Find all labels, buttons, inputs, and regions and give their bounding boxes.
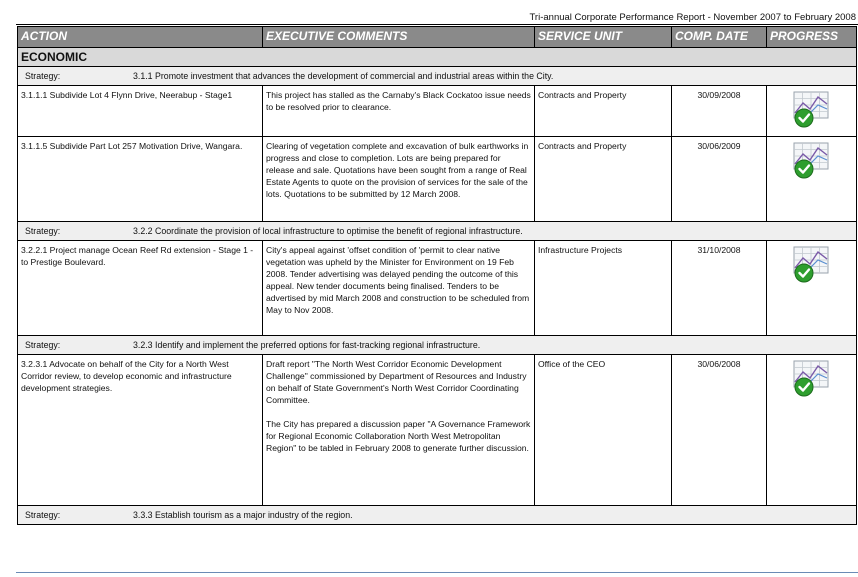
strategy-text: 3.3.3 Establish tourism as a major industry of the region. (133, 510, 353, 520)
table-row (18, 355, 857, 506)
strategy-row (18, 506, 857, 525)
chart-check-icon (790, 276, 834, 286)
progress-cell (767, 355, 857, 506)
service-unit-cell: Office of the CEO (535, 355, 672, 506)
action-cell: 3.1.1.1 Subdivide Lot 4 Flynn Drive, Neerabup - Stage1 (18, 86, 263, 137)
strategy-label: Strategy: (25, 71, 61, 81)
table-row (18, 241, 857, 336)
progress-cell (767, 137, 857, 222)
chart-check-icon (790, 172, 834, 182)
comment-cell (263, 355, 535, 506)
action-cell: 3.1.1.5 Subdivide Part Lot 257 Motivation Drive, Wangara. (18, 137, 263, 222)
comment-paragraph: The City has prepared a discussion paper "A Governance Framework for Regional Economic Collaboration North West Metropolitan Region" to be tabled in February 2008 to generate further discussion. (266, 419, 531, 453)
report-title: Tri-annual Corporate Performance Report - November 2007 to February 2008 (529, 12, 856, 23)
comment-cell: City's appeal against 'offset condition of 'permit to clear native vegetation was upheld by the Minister for Environment on 19 Feb 2008. Tender advertising was delayed pending the outcome of this appeal. New tender documents being finalised. Tenders to be advertised by mid March 2008 and construction to be scheduled from May to Nov 2008. (263, 241, 535, 336)
comment-paragraph: Draft report "The North West Corridor Economic Development Challenge" commissioned by Department of Resources and Industry on behalf of State Government's North West Corridor Coordinating Committee. (266, 359, 527, 405)
service-unit-cell: Contracts and Property (535, 86, 672, 137)
progress-cell (767, 241, 857, 336)
comp-date-cell: 30/06/2009 (672, 137, 767, 222)
performance-table (17, 26, 857, 525)
strategy-row (18, 67, 857, 86)
header-action: ACTION (18, 27, 263, 48)
top-rule (16, 24, 858, 25)
action-cell: 3.2.3.1 Advocate on behalf of the City for a North West Corridor review, to develop economic and infrastructure development strategies. (18, 355, 263, 506)
table-row (18, 137, 857, 222)
chart-check-icon (790, 390, 834, 400)
section-row (18, 48, 857, 67)
strategy-label: Strategy: (25, 226, 61, 236)
header-row (18, 27, 857, 48)
service-unit-cell: Contracts and Property (535, 137, 672, 222)
comp-date-cell: 30/06/2008 (672, 355, 767, 506)
chart-check-icon (790, 121, 834, 131)
comp-date-cell: 31/10/2008 (672, 241, 767, 336)
strategy-text: 3.2.3 Identify and implement the preferred options for fast-tracking regional infrastructure. (133, 340, 481, 350)
strategy-row (18, 222, 857, 241)
header-progress: PROGRESS (767, 27, 857, 48)
header-comp-date: COMP. DATE (672, 27, 767, 48)
service-unit-cell: Infrastructure Projects (535, 241, 672, 336)
strategy-text: 3.1.1 Promote investment that advances the development of commercial and industrial areas within the City. (133, 71, 554, 81)
strategy-text: 3.2.2 Coordinate the provision of local infrastructure to optimise the benefit of regional infrastructure. (133, 226, 523, 236)
strategy-row (18, 336, 857, 355)
comment-cell: This project has stalled as the Carnaby's Black Cockatoo issue needs to be resolved prior to clearance. (263, 86, 535, 137)
strategy-label: Strategy: (25, 510, 61, 520)
header-service-unit: SERVICE UNIT (535, 27, 672, 48)
action-cell: 3.2.2.1 Project manage Ocean Reef Rd extension - Stage 1 - to Prestige Boulevard. (18, 241, 263, 336)
bottom-rule (16, 572, 858, 573)
comp-date-cell: 30/09/2008 (672, 86, 767, 137)
comment-cell: Clearing of vegetation complete and excavation of bulk earthworks in progress and close to completion. Lots are being prepared for release and sale. Quotations have been sought from a range of Real Estate Agents to quote on the provision of services for the sale of the lots. Quotations to be submitted by 12 March 2008. (263, 137, 535, 222)
progress-cell (767, 86, 857, 137)
section-title: ECONOMIC (18, 48, 857, 67)
strategy-label: Strategy: (25, 340, 61, 350)
header-comments: EXECUTIVE COMMENTS (263, 27, 535, 48)
table-row (18, 86, 857, 137)
